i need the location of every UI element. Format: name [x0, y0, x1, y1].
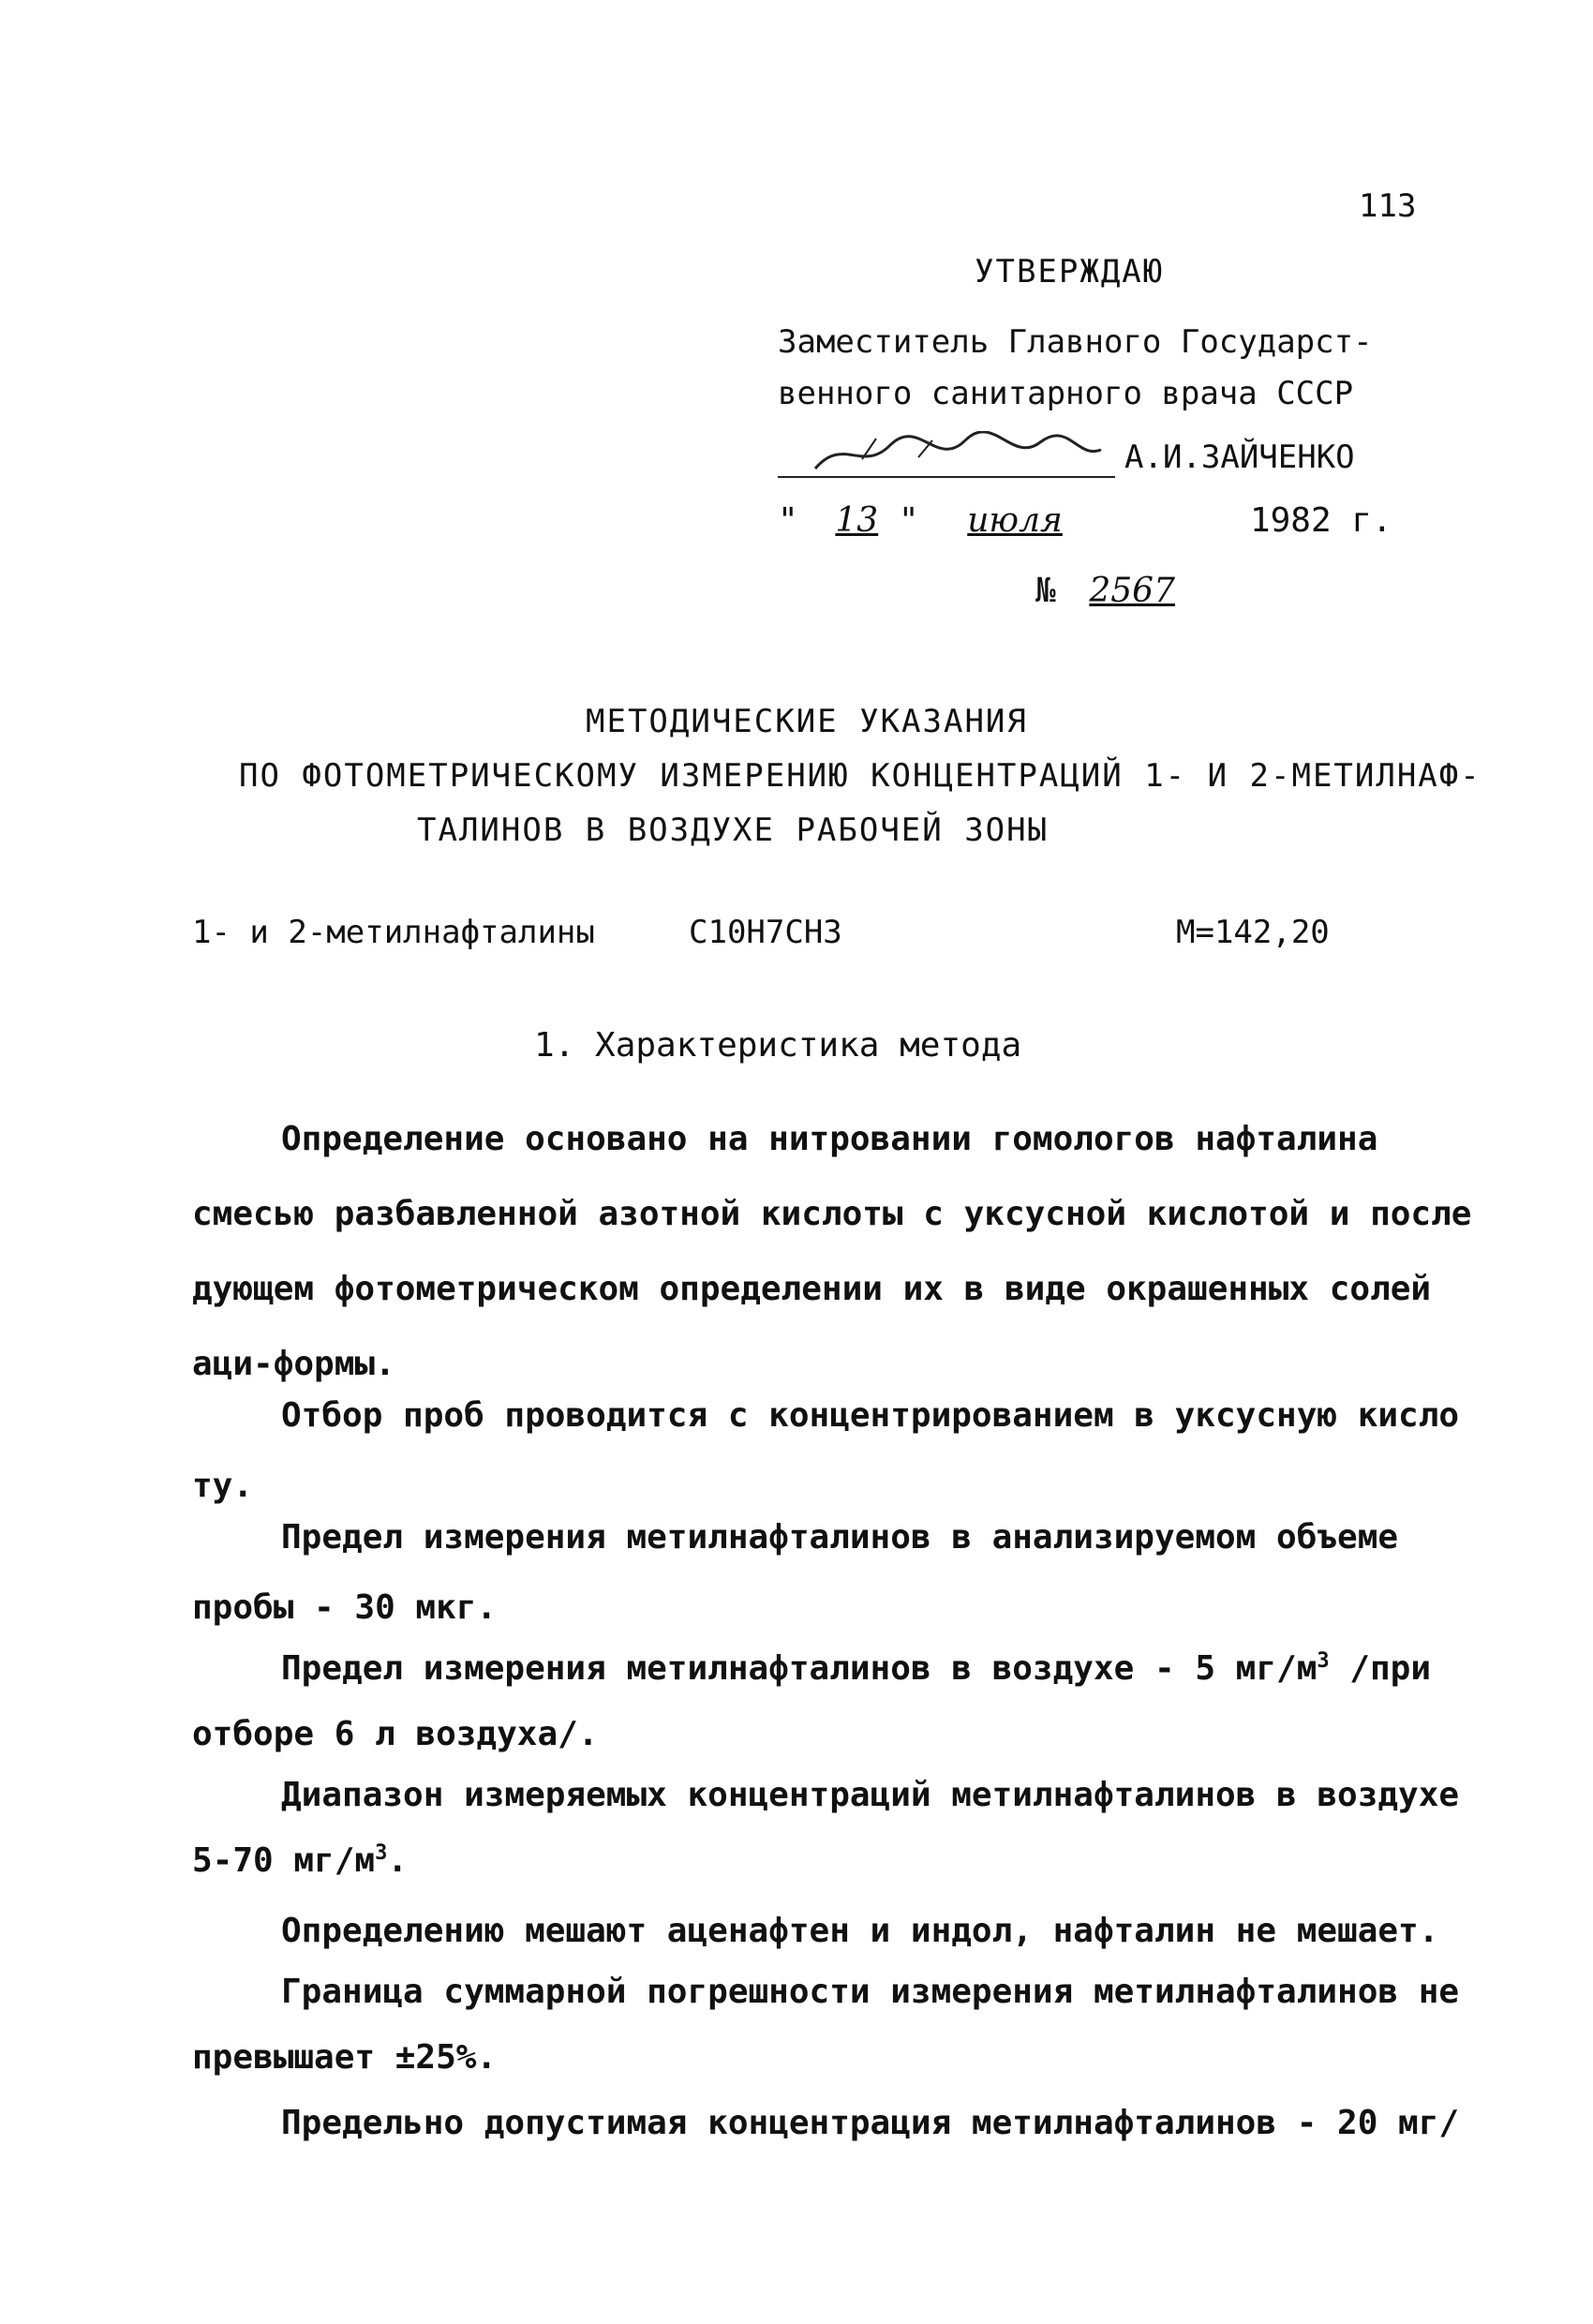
title-line3: ТАЛИНОВ В ВОЗДУХЕ РАБОЧЕЙ ЗОНЫ: [417, 812, 1050, 849]
date-year: 1982 г.: [1249, 501, 1392, 540]
approval-title: УТВЕРЖДАЮ: [975, 253, 1165, 290]
paragraph-line-with-unit: [281, 1649, 1431, 1688]
approval-date: [778, 501, 1392, 558]
paragraph-line: Диапазон измеряемых концентраций метилнафталинов в воздухе: [281, 1776, 1460, 1814]
line-text-tail: /при: [1329, 1649, 1431, 1688]
line-text: Предел измерения метилнафталинов в воздухе - 5 мг/м: [281, 1649, 1318, 1688]
paragraph-line: аци-формы.: [192, 1345, 395, 1383]
paragraph-line: Отбор проб проводится с концентрированием в уксусную кисло: [281, 1396, 1460, 1435]
date-quote-close: ": [898, 501, 919, 540]
substance-name: 1- и 2-метилнафталины: [192, 914, 595, 951]
paragraph-line: Граница суммарной погрешности измерения метилнафталинов не: [281, 1973, 1460, 2011]
number-value: 2567: [1089, 572, 1175, 610]
title-line2: ПО ФОТОМЕТРИЧЕСКОМУ ИЗМЕРЕНИЮ КОНЦЕНТРАЦИЙ 1- И 2-МЕТИЛНАФ-: [239, 757, 1481, 795]
superscript: 3: [375, 1841, 388, 1865]
signature-scrawl: [806, 431, 1106, 478]
paragraph-line-with-unit: [192, 1841, 408, 1880]
line-text: 5-70 мг/м: [192, 1841, 376, 1880]
date-quote-open: ": [778, 501, 798, 540]
section-heading: 1. Характеристика метода: [534, 1026, 1022, 1065]
paragraph-line: превышает ±25%.: [192, 2038, 498, 2077]
paragraph-line: смесью разбавленной азотной кислоты с уксусной кислотой и после: [192, 1195, 1472, 1233]
paragraph-line: ту.: [192, 1467, 254, 1505]
paragraph-line: отборе 6 л воздуха/.: [192, 1715, 599, 1753]
line-text-tail: .: [387, 1841, 409, 1880]
page-number: 113: [1359, 187, 1417, 225]
paragraph-line: пробы - 30 мкг.: [192, 1588, 498, 1627]
paragraph-line: Предельно допустимая концентрация метилнафталинов - 20 мг/: [281, 2104, 1460, 2142]
signature-row: [778, 431, 1355, 487]
approval-number: [1035, 572, 1175, 610]
substance-formula: C10H7CH3: [689, 914, 842, 951]
paragraph-line: Предел измерения метилнафталинов в анализируемом объеме: [281, 1518, 1399, 1557]
paragraph-line: Определению мешают аценафтен и индол, нафталин не мешает.: [281, 1912, 1439, 1950]
paragraph-line: дующем фотометрическом определении их в виде окрашенных солей: [192, 1270, 1432, 1308]
approval-position-line1: Заместитель Главного Государст-: [778, 323, 1373, 361]
date-month: июля: [967, 501, 1063, 540]
signature-line: [778, 476, 1115, 478]
approval-position-line2: венного санитарного врача СССР: [778, 375, 1354, 412]
date-day: 13: [835, 501, 879, 540]
substance-mass: М=142,20: [1176, 914, 1330, 951]
number-prefix: №: [1035, 572, 1056, 610]
title-line1: МЕТОДИЧЕСКИЕ УКАЗАНИЯ: [586, 703, 1028, 740]
superscript: 3: [1317, 1649, 1330, 1673]
signature-name: А.И.ЗАЙЧЕНКО: [1124, 439, 1355, 476]
paragraph-line: Определение основано на нитровании гомологов нафталина: [281, 1120, 1378, 1158]
